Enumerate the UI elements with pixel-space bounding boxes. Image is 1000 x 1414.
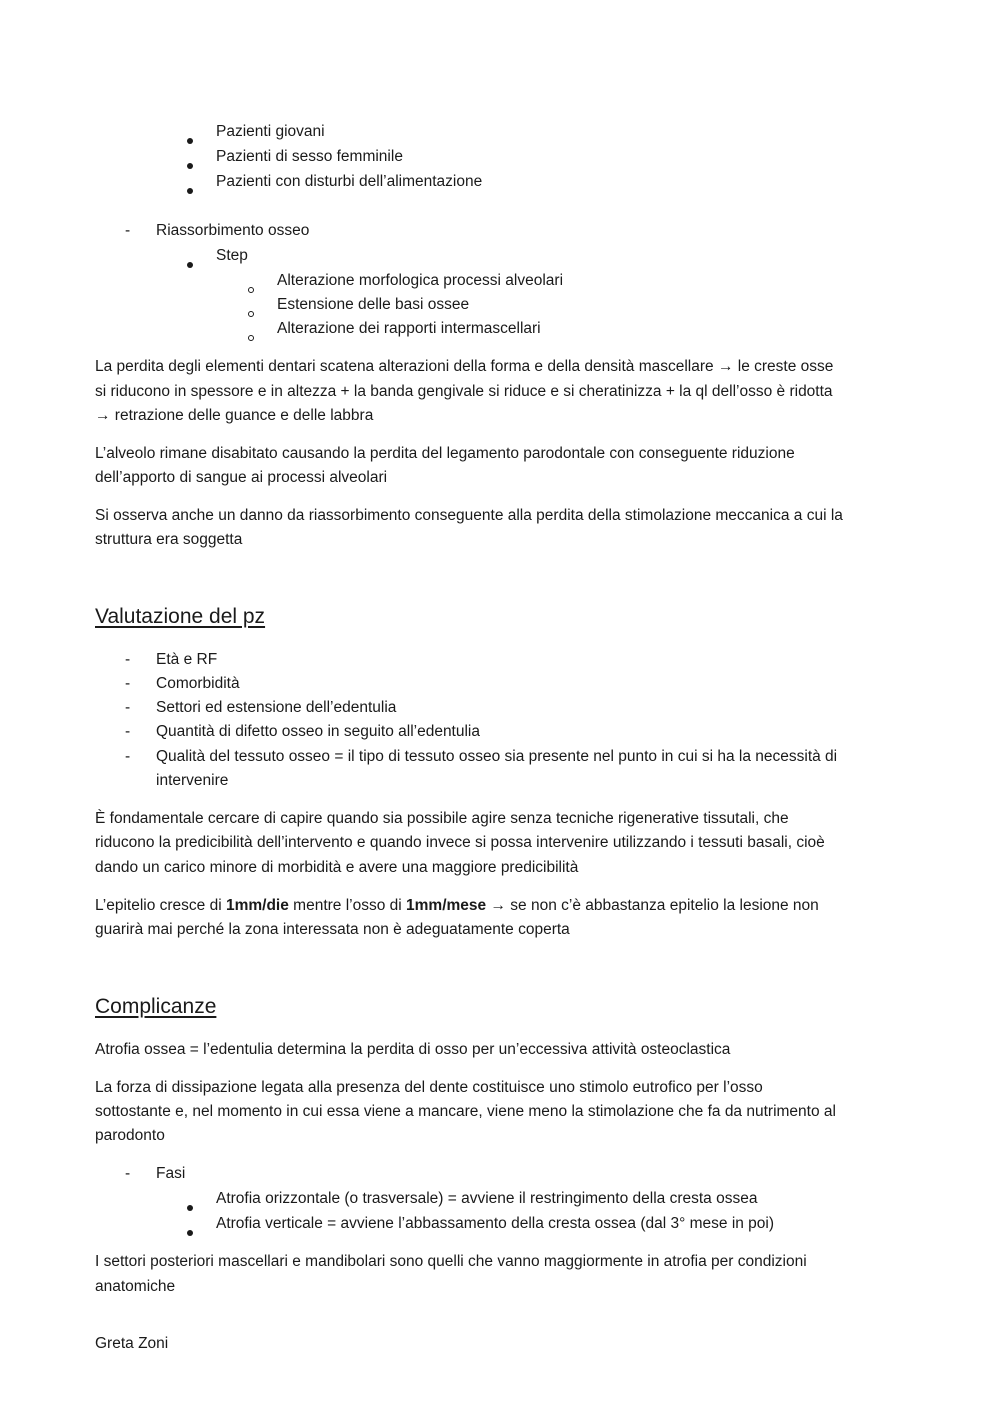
circle-marker: [248, 277, 254, 301]
list-item: Qualità del tessuto osseo = il tipo di tessuto osseo sia presente nel punto in cui si ha la necessità di: [156, 748, 838, 765]
paragraph-line: [95, 894, 819, 918]
list-item: Quantità di difetto osseo in seguito all’edentulia: [156, 723, 480, 740]
text-run: L’epitelio cresce di: [95, 897, 226, 914]
list-item: Alterazione morfologica processi alveolari: [277, 272, 564, 289]
list-item: Pazienti con disturbi dell’alimentazione: [216, 173, 483, 190]
paragraph-line: si riducono in spessore e in altezza + la banda gengivale si riduce e si cheratinizza + la ql dell’osso è ridotta: [95, 383, 833, 400]
dash-marker: -: [125, 1165, 131, 1182]
paragraph-line: dando un carico minore di morbidità e avere una maggiore predicibilità: [95, 859, 579, 876]
list-item: Comorbidità: [156, 675, 240, 692]
bold-value: 1mm/mese: [406, 897, 487, 914]
circle-marker: [248, 301, 254, 325]
bold-value: 1mm/die: [225, 897, 289, 914]
bullet-dot: [187, 178, 193, 202]
paragraph-line: È fondamentale cercare di capire quando sia possibile agire senza tecniche rigenerative tissutali, che: [95, 810, 789, 827]
paragraph-line: guarirà mai perché la zona interessata non è adeguatamente coperta: [95, 921, 570, 938]
bullet-dot: [187, 153, 193, 177]
dash-marker: -: [125, 748, 131, 765]
footer-author: Greta Zoni: [95, 1335, 169, 1352]
text-run: mentre l’osso di: [288, 897, 407, 914]
paragraph-line: struttura era soggetta: [95, 531, 243, 548]
bullet-dot: [187, 252, 193, 276]
paragraph-line: → retrazione delle guance e delle labbra: [95, 407, 374, 424]
list-item: Pazienti di sesso femminile: [216, 148, 403, 165]
paragraph-line: anatomiche: [95, 1278, 176, 1295]
section-heading: Valutazione del pz: [95, 605, 266, 628]
paragraph-line: La perdita degli elementi dentari scatena alterazioni della forma e della densità mascellare → le creste osse: [95, 358, 834, 375]
paragraph-line: dell’apporto di sangue ai processi alveolari: [95, 469, 388, 486]
paragraph-line: Si osserva anche un danno da riassorbimento conseguente alla perdita della stimolazione meccanica a cui la: [95, 507, 843, 524]
paragraph-line: Atrofia ossea = l’edentulia determina la perdita di osso per un’eccessiva attività osteoclastica: [95, 1041, 731, 1058]
bullet-dot: [187, 128, 193, 152]
paragraph-line: parodonto: [95, 1127, 165, 1144]
list-item: Riassorbimento osseo: [156, 222, 310, 239]
list-item: Fasi: [156, 1165, 186, 1182]
paragraph-line: riducono la predicibilità dell’intervento e quando invece si possa intervenire utilizzando i tessuti basali, cioè: [95, 834, 825, 851]
list-item: Step: [216, 247, 248, 264]
dash-marker: -: [125, 723, 131, 740]
bullet-dot: [187, 1195, 193, 1219]
dash-marker: -: [125, 699, 131, 716]
dash-marker: -: [125, 222, 131, 239]
paragraph-line: I settori posteriori mascellari e mandibolari sono quelli che vanno maggiormente in atrofia per condizioni: [95, 1253, 807, 1270]
list-item: Atrofia verticale = avviene l’abbassamento della cresta ossea (dal 3° mese in poi): [216, 1215, 775, 1232]
list-item: Età e RF: [156, 651, 218, 668]
paragraph-line: La forza di dissipazione legata alla presenza del dente costituisce uno stimolo eutrofico per l’osso: [95, 1079, 763, 1096]
dash-marker: -: [125, 675, 131, 692]
list-item-continuation: intervenire: [156, 772, 229, 789]
list-item: Atrofia orizzontale (o trasversale) = avviene il restringimento della cresta ossea: [216, 1190, 758, 1207]
list-item: Alterazione dei rapporti intermascellari: [277, 320, 541, 337]
list-item: Estensione delle basi ossee: [277, 296, 470, 313]
list-item: Settori ed estensione dell’edentulia: [156, 699, 397, 716]
dash-marker: -: [125, 651, 131, 668]
paragraph-line: sottostante e, nel momento in cui essa viene a mancare, viene meno la stimolazione che fa da nutrimento al: [95, 1103, 836, 1120]
circle-marker: [248, 325, 254, 349]
list-item: Pazienti giovani: [216, 123, 325, 140]
paragraph-line: L’alveolo rimane disabitato causando la perdita del legamento parodontale con conseguente riduzione: [95, 445, 795, 462]
bullet-dot: [187, 1220, 193, 1244]
text-run: → se non c’è abbastanza epitelio la lesione non: [486, 897, 819, 914]
section-heading: Complicanze: [95, 995, 217, 1018]
